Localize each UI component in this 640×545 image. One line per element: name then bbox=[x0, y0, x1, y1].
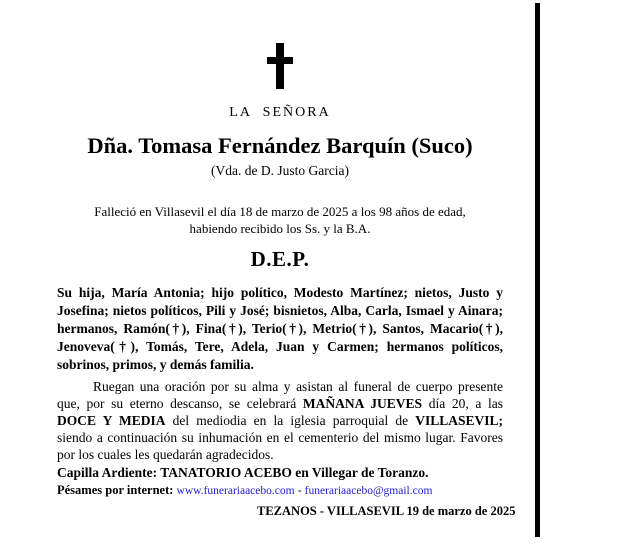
funeral-paragraph bbox=[57, 378, 503, 463]
condolences-label: Pésames por internet: bbox=[57, 483, 174, 497]
footer-location-date: TEZANOS - VILLASEVIL 19 de marzo de 2025 bbox=[257, 504, 516, 518]
condolences-line bbox=[57, 483, 503, 499]
notice-content-column bbox=[57, 0, 516, 545]
funeral-text-3: del mediodia en la iglesia parroquial de bbox=[165, 413, 416, 428]
chapel-line: Capilla Ardiente: TANATORIO ACEBO en Villegar de Toranzo. bbox=[57, 465, 429, 480]
honorific-title: LA SEÑORA bbox=[229, 105, 331, 120]
widow-of-line: (Vda. de D. Justo Garcia) bbox=[211, 163, 349, 178]
death-line-2: habiendo recibido los Ss. y la B.A. bbox=[189, 221, 371, 236]
cross-horizontal-bar bbox=[267, 57, 293, 64]
email-link[interactable]: funerariaacebo@gmail.com bbox=[304, 485, 433, 497]
rest-in-peace: D.E.P. bbox=[250, 247, 310, 271]
funeral-text-4: siendo a continuación su inhumación en el cementerio del mismo lugar. Favores por los cuales les quedarán agradecidos. bbox=[57, 430, 503, 462]
funeral-day-highlight: MAÑANA JUEVES bbox=[302, 396, 423, 411]
funeral-time-highlight: DOCE Y MEDIA bbox=[57, 413, 166, 428]
cross-vertical-bar bbox=[276, 43, 284, 89]
website-link[interactable]: www.funerariaacebo.com bbox=[176, 485, 295, 497]
family-paragraph: Su hija, María Antonia; hijo político, Modesto Martínez; nietos, Justo y Josefina; nietos políticos, Pili y José; bisnietos, Alba, Carla, Ismael y Ainara; hermanos, Ramón(†), Fina(†), Terio(†), Metrio(†), Santos, Macario(†), Jenoveva(†), Tomás, Tere, Adela, Juan y Carmen; hermanos políticos, sobrinos, primos, y demás familia. bbox=[57, 285, 503, 372]
death-announcement bbox=[57, 203, 503, 237]
deceased-name: Dña. Tomasa Fernández Barquín (Suco) bbox=[87, 133, 473, 158]
funeral-details-block bbox=[57, 378, 503, 499]
funeral-place-highlight: VILLASEVIL; bbox=[415, 413, 504, 428]
cross-icon bbox=[267, 43, 293, 89]
death-line-1: Falleció en Villasevil el día 18 de marzo de 2025 a los 98 años de edad, bbox=[94, 204, 466, 219]
funeral-text-1: Ruegan una oración por su alma y asistan al funeral de cuerpo presente que, por su eterno descanso, se celebrará bbox=[57, 379, 503, 411]
funeral-text-2: día 20, a las bbox=[422, 396, 503, 411]
right-border-rule bbox=[535, 3, 540, 537]
link-separator: - bbox=[297, 485, 302, 497]
